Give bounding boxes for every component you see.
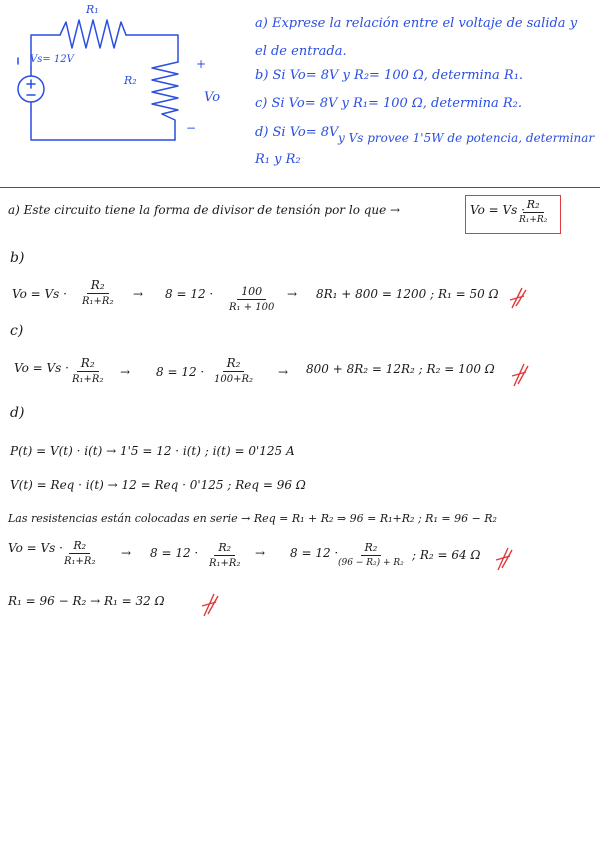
solution-a-text: a) Este circuito tiene la forma de divisor de tensión por lo que → [8,203,401,217]
solution-d-line4-lhs: Vo = Vs · [8,541,63,555]
solution-c-result: 800 + 8R₂ = 12R₂ ; R₂ = 100 Ω [306,362,495,376]
prompt-b: b) Si Vo= 8V y R₂= 100 Ω, determina R₁. [255,68,524,83]
solution-b-den1: R₁+R₂ [82,296,114,307]
solution-a-num: R₂ [523,198,544,213]
solution-b-frac2 [229,285,274,313]
solution-a-formula-lhs: Vo = Vs · [470,203,525,217]
solution-d-final-line: R₁ = 96 − R₂ → R₁ = 32 Ω [8,594,165,608]
vo-plus: + [196,57,207,71]
solution-c-lhs: Vo = Vs · [14,361,69,375]
solution-c-label: c) [10,323,24,339]
solution-d-check-mark-1 [494,546,514,572]
solution-d-power-line: P(t) = V(t) · i(t) → 1'5 = 12 · i(t) ; i(t) = 0'125 A [10,444,295,458]
solution-d-den1: R₁+R₂ [64,556,96,567]
solution-b-frac1 [82,278,113,307]
solution-b-arrow1: → [133,287,144,301]
prompt-c: c) Si Vo= 8V y R₁= 100 Ω, determina R₂. [255,96,523,111]
solution-d-num3: R₂ [361,541,382,556]
solution-c-arrow2: → [278,365,289,379]
wire-right-bottom [162,114,175,140]
solution-d-frac1 [64,539,95,567]
solution-d-num2: R₂ [214,541,235,556]
solution-d-den3: (96 − R₂) + R₂ [338,558,404,568]
solution-d-num1: R₂ [69,539,90,554]
solution-c-arrow1: → [120,365,131,379]
solution-d-line4-mid1: 8 = 12 · [150,546,199,560]
vo-minus: − [186,121,197,135]
solution-d-line4-arrow1: → [121,546,132,560]
prompt-d-line2: R₁ y R₂ [255,152,301,167]
vo-label: Vo [204,90,221,105]
r2-label: R₂ [124,74,137,87]
resistor-r2 [152,62,178,114]
resistor-r1 [60,20,126,48]
vs-label: Vs= 12V [30,54,74,65]
solution-c-den2: 100+R₂ [214,374,254,385]
section-divider [0,187,600,188]
solution-c-num1: R₂ [77,356,99,372]
solution-b-mid: 8 = 12 · [165,287,214,301]
solution-d-frac2 [209,541,240,569]
wire-top-right [126,35,178,62]
solution-b-arrow2: → [287,287,298,301]
solution-c-check-mark [510,362,530,388]
solution-b-label: b) [10,250,25,266]
solution-c-num2: R₂ [223,356,245,372]
wire-bottom [31,110,175,140]
solution-a-den: R₁+R₂ [519,215,548,225]
solution-b-lhs: Vo = Vs · [12,287,67,301]
solution-b-check-mark [508,286,528,310]
prompt-d-line1: d) Si Vo= 8V [255,125,339,140]
solution-b-den2: R₁ + 100 [229,302,275,313]
solution-c-frac2 [214,356,253,385]
prompt-a-line2: el de entrada. [255,44,347,59]
solution-d-frac3 [338,541,404,568]
solution-d-line4-result: ; R₂ = 64 Ω [412,548,481,562]
r1-label: R₁ [86,3,99,16]
solution-d-line4-mid2: 8 = 12 · [290,546,339,560]
solution-d-label: d) [10,405,25,421]
solution-c-mid: 8 = 12 · [156,365,205,379]
solution-d-resistance-line: V(t) = Req · i(t) → 12 = Req · 0'125 ; Req = 96 Ω [10,478,306,492]
prompt-d-mid: y Vs provee 1'5W de potencia, determinar [338,131,595,145]
solution-b-num1: R₂ [87,278,109,294]
solution-d-line4-arrow2: → [255,546,266,560]
solution-b-num2: 100 [237,285,266,300]
prompt-a-line1: a) Exprese la relación entre el voltaje de salida y [255,16,578,31]
solution-b-result: 8R₁ + 800 = 1200 ; R₁ = 50 Ω [316,287,499,301]
solution-d-series-line: Las resistencias están colocadas en serie → Req = R₁ + R₂ ⇒ 96 = R₁+R₂ ; R₁ = 96 − R₂ [8,512,497,525]
solution-c-den1: R₁+R₂ [72,374,104,385]
solution-a-fraction [519,198,547,225]
solution-c-frac1 [72,356,103,385]
solution-d-check-mark-2 [200,592,220,618]
solution-d-den2: R₁+R₂ [209,558,241,569]
